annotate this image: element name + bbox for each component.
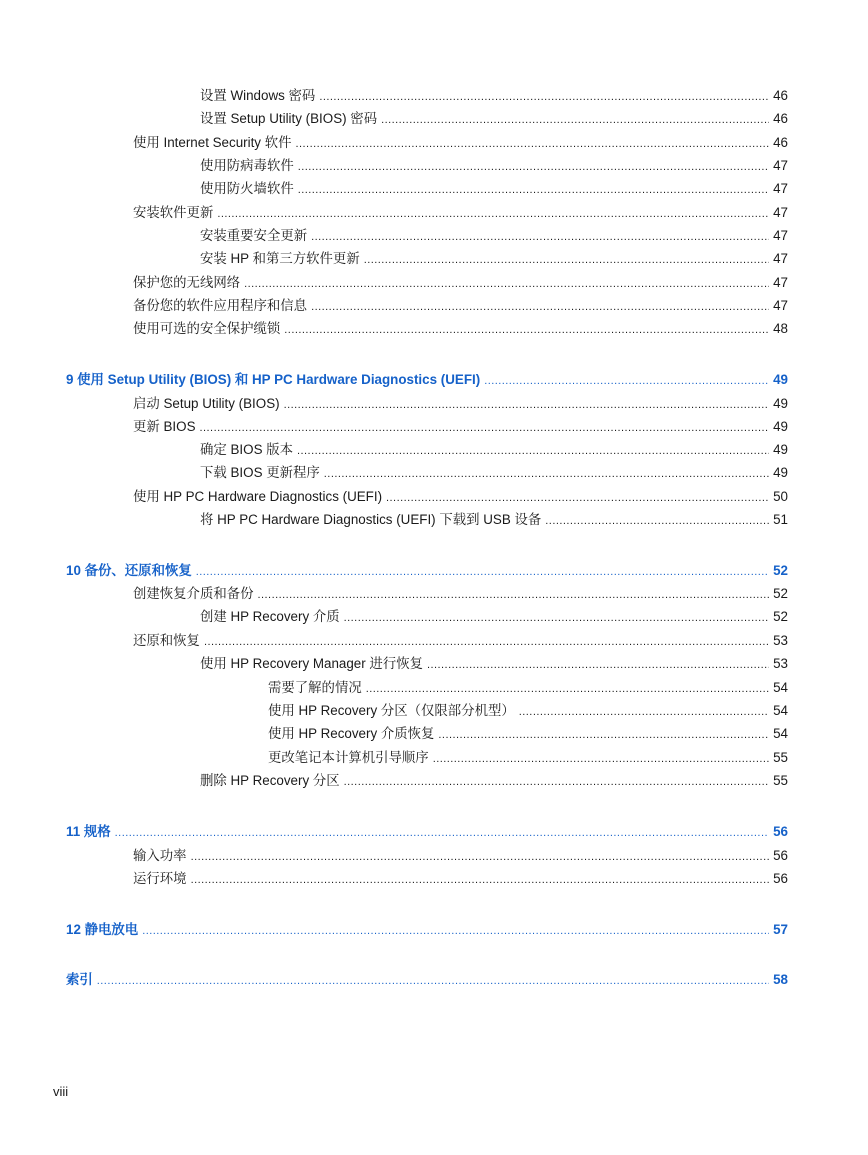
toc-entry-title: 使用可选的安全保护缆锁 xyxy=(133,321,281,336)
toc-page-number: 49 xyxy=(773,419,788,434)
toc-page-number: 50 xyxy=(773,489,788,504)
dot-leader xyxy=(311,296,769,317)
toc-page-number: 56 xyxy=(773,824,788,839)
toc-page-number: 52 xyxy=(773,586,788,601)
toc-page-number: 55 xyxy=(773,750,788,765)
toc-entry-link[interactable] xyxy=(133,394,788,414)
dot-leader xyxy=(386,487,769,508)
toc-entry-link[interactable] xyxy=(133,487,788,507)
toc-entry-title: 将 HP PC Hardware Diagnostics (UEFI) 下载到 USB 设备 xyxy=(200,512,542,527)
dot-leader xyxy=(191,846,770,867)
toc-entry-link[interactable] xyxy=(200,156,788,176)
dot-leader xyxy=(366,678,769,699)
toc-entry-link[interactable] xyxy=(133,869,788,889)
toc-entry-title: 需要了解的情况 xyxy=(268,680,362,695)
toc-page-number: 49 xyxy=(773,372,788,387)
toc-entry-title: 使用 HP Recovery 分区（仅限部分机型） xyxy=(268,703,515,718)
toc-page-number: 46 xyxy=(773,135,788,150)
toc-page-number: 54 xyxy=(773,703,788,718)
toc-page-number: 49 xyxy=(773,396,788,411)
dot-leader xyxy=(324,463,769,484)
toc-entry-link[interactable] xyxy=(200,463,788,483)
toc-entry-title: 设置 Windows 密码 xyxy=(200,88,316,103)
toc-entry-title: 9 使用 Setup Utility (BIOS) 和 HP PC Hardware Diagnostics (UEFI) xyxy=(66,372,481,387)
toc-entry-title: 删除 HP Recovery 分区 xyxy=(200,773,340,788)
toc-page-number: 47 xyxy=(773,275,788,290)
toc-chapter-link[interactable] xyxy=(66,920,788,940)
toc-entry-link[interactable] xyxy=(133,319,788,339)
toc-chapter-link[interactable] xyxy=(66,561,788,581)
dot-leader xyxy=(298,179,769,200)
toc-entry-title: 使用防病毒软件 xyxy=(200,158,294,173)
toc-entry-title: 设置 Setup Utility (BIOS) 密码 xyxy=(200,111,378,126)
toc-chapter-link[interactable] xyxy=(66,970,788,990)
dot-leader xyxy=(142,920,769,941)
toc-entry-title: 使用 HP Recovery 介质恢复 xyxy=(268,726,435,741)
toc-entry-title: 启动 Setup Utility (BIOS) xyxy=(133,396,280,411)
dot-leader xyxy=(427,654,769,675)
toc-entry-title: 输入功率 xyxy=(133,848,187,863)
toc-entry-title: 创建 HP Recovery 介质 xyxy=(200,609,340,624)
toc-entry-title: 还原和恢复 xyxy=(133,633,200,648)
toc-page-number: 58 xyxy=(773,972,788,987)
toc-entry-link[interactable] xyxy=(133,846,788,866)
toc-entry-title: 10 备份、还原和恢复 xyxy=(66,563,192,578)
dot-leader xyxy=(545,510,769,531)
toc-page-number: 49 xyxy=(773,442,788,457)
toc-entry-link[interactable] xyxy=(268,678,788,698)
toc-page-number: 54 xyxy=(773,726,788,741)
toc-entry-title: 11 规格 xyxy=(66,824,111,839)
dot-leader xyxy=(344,771,769,792)
dot-leader xyxy=(433,748,769,769)
toc-entry-link[interactable] xyxy=(133,273,788,293)
dot-leader xyxy=(200,417,770,438)
toc-entry-title: 备份您的软件应用程序和信息 xyxy=(133,298,308,313)
toc-entry-link[interactable] xyxy=(200,109,788,129)
toc-entry-title: 12 静电放电 xyxy=(66,922,139,937)
toc-entry-link[interactable] xyxy=(200,226,788,246)
toc-entry-title: 使用防火墙软件 xyxy=(200,181,294,196)
toc-entry-title: 使用 Internet Security 软件 xyxy=(133,135,292,150)
dot-leader xyxy=(204,631,769,652)
toc-entry-link[interactable] xyxy=(200,440,788,460)
toc-page-number: 46 xyxy=(773,88,788,103)
dot-leader xyxy=(258,584,770,605)
toc-entry-link[interactable] xyxy=(200,249,788,269)
toc-entry-link[interactable] xyxy=(133,417,788,437)
toc-entry-link[interactable] xyxy=(200,771,788,791)
toc-page-number: 47 xyxy=(773,181,788,196)
dot-leader xyxy=(298,156,769,177)
toc-entry-title: 下载 BIOS 更新程序 xyxy=(200,465,320,480)
toc-entry-title: 运行环境 xyxy=(133,871,187,886)
toc-entry-link[interactable] xyxy=(268,748,788,768)
toc-page-number: 52 xyxy=(773,563,788,578)
toc-page-number: 48 xyxy=(773,321,788,336)
toc-page-number: 57 xyxy=(773,922,788,937)
dot-leader xyxy=(319,86,769,107)
toc-entry-link[interactable] xyxy=(200,510,788,530)
toc-entry-link[interactable] xyxy=(133,584,788,604)
dot-leader xyxy=(311,226,769,247)
toc-page-number: 46 xyxy=(773,111,788,126)
toc-entry-title: 使用 HP PC Hardware Diagnostics (UEFI) xyxy=(133,489,383,504)
dot-leader xyxy=(284,319,769,340)
page-number: viii xyxy=(53,1084,69,1099)
toc-entry-title: 安装重要安全更新 xyxy=(200,228,308,243)
dot-leader xyxy=(484,370,769,391)
dot-leader xyxy=(519,701,769,722)
toc-page-number: 53 xyxy=(773,656,788,671)
dot-leader xyxy=(217,203,769,224)
toc-page-number: 55 xyxy=(773,773,788,788)
toc-chapter-link[interactable] xyxy=(66,822,788,842)
toc-entry-title: 使用 HP Recovery Manager 进行恢复 xyxy=(200,656,423,671)
toc-entry-title: 确定 BIOS 版本 xyxy=(200,442,294,457)
dot-leader xyxy=(115,822,769,843)
toc-page-number: 49 xyxy=(773,465,788,480)
dot-leader xyxy=(344,607,769,628)
toc-entry-title: 保护您的无线网络 xyxy=(133,275,241,290)
dot-leader xyxy=(297,440,769,461)
toc-entry-title: 安装 HP 和第三方软件更新 xyxy=(200,251,360,266)
toc-page-number: 56 xyxy=(773,848,788,863)
toc-entry-link[interactable] xyxy=(268,701,788,721)
toc-page-number: 47 xyxy=(773,298,788,313)
toc-entry-title: 创建恢复介质和备份 xyxy=(133,586,254,601)
dot-leader xyxy=(364,249,769,270)
toc-entry-link[interactable] xyxy=(133,296,788,316)
dot-leader xyxy=(296,133,770,154)
toc-entry-link[interactable] xyxy=(200,179,788,199)
toc-page-number: 53 xyxy=(773,633,788,648)
toc-page-number: 56 xyxy=(773,871,788,886)
toc-entry-link[interactable] xyxy=(133,203,788,223)
toc-entry-link[interactable] xyxy=(200,86,788,106)
toc-entry-link[interactable] xyxy=(200,654,788,674)
toc-page-number: 47 xyxy=(773,228,788,243)
dot-leader xyxy=(191,869,770,890)
toc-chapter-link[interactable] xyxy=(66,370,788,390)
toc-entry-link[interactable] xyxy=(200,607,788,627)
toc-page-number: 47 xyxy=(773,251,788,266)
toc-entry-title: 更改笔记本计算机引导顺序 xyxy=(268,750,429,765)
toc-entry-title: 更新 BIOS xyxy=(133,419,196,434)
dot-leader xyxy=(97,970,769,991)
toc-entry-title: 索引 xyxy=(66,972,93,987)
toc-entry-link[interactable] xyxy=(268,724,788,744)
toc-page-number: 51 xyxy=(773,512,788,527)
dot-leader xyxy=(438,724,769,745)
dot-leader xyxy=(381,109,769,130)
toc-entry-title: 安装软件更新 xyxy=(133,205,214,220)
toc-page-number: 54 xyxy=(773,680,788,695)
toc-page-number: 52 xyxy=(773,609,788,624)
toc-page-number: 47 xyxy=(773,158,788,173)
dot-leader xyxy=(284,394,770,415)
toc-page-number: 47 xyxy=(773,205,788,220)
dot-leader xyxy=(196,561,769,582)
toc-entry-link[interactable] xyxy=(133,133,788,153)
toc-entry-link[interactable] xyxy=(133,631,788,651)
dot-leader xyxy=(244,273,769,294)
